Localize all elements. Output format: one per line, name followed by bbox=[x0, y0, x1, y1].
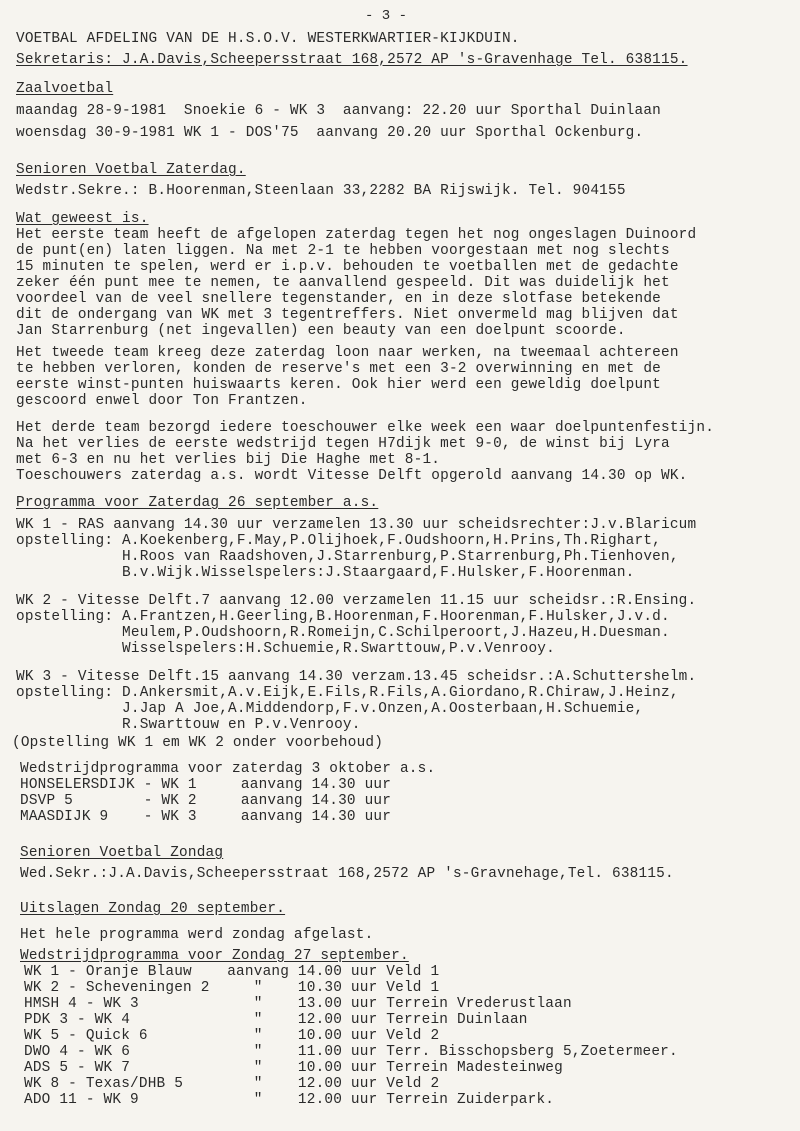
zondag-row: WK 8 - Texas/DHB 5 " 12.00 uur Veld 2 bbox=[24, 1076, 440, 1092]
report-line: dit de ondergang van WK met 3 tegentreffers. Niet onvermeld mag blijven dat bbox=[16, 307, 679, 323]
report-line: Het derde team bezorgd iedere toeschouwer elke week een waar doelpuntenfestijn. bbox=[16, 420, 715, 436]
wat-geweest-heading: Wat geweest is. bbox=[16, 211, 149, 227]
wk2-line: opstelling: A.Frantzen,H.Geerling,B.Hoorenman,F.Hoorenman,F.Hulsker,J.v.d. bbox=[16, 609, 670, 625]
report-line: Toeschouwers zaterdag a.s. wordt Vitesse Delft opgerold aanvang 14.30 op WK. bbox=[16, 468, 688, 484]
zaalvoetbal-line: maandag 28-9-1981 Snoekie 6 - WK 3 aanvang: 22.20 uur Sporthal Duinlaan bbox=[16, 103, 662, 119]
zondag-row: ADS 5 - WK 7 " 10.00 uur Terrein Madesteinweg bbox=[24, 1060, 563, 1076]
report-line: voordeel van de veel snellere tegenstander, en in deze slotfase betekende bbox=[16, 291, 662, 307]
voorbehoud-note: (Opstelling WK 1 em WK 2 onder voorbehoud) bbox=[12, 735, 384, 751]
zondag-row: WK 2 - Scheveningen 2 " 10.30 uur Veld 1 bbox=[24, 980, 440, 996]
report-line: eerste winst-punten huiswaarts keren. Ook hier werd een geweldig doelpunt bbox=[16, 377, 662, 393]
senioren-zondag-heading: Senioren Voetbal Zondag bbox=[20, 845, 224, 861]
oktober-row: DSVP 5 - WK 2 aanvang 14.30 uur bbox=[20, 793, 392, 809]
report-line: Het tweede team kreeg deze zaterdag loon naar werken, na tweemaal achtereen bbox=[16, 345, 679, 361]
zondag-row: HMSH 4 - WK 3 " 13.00 uur Terrein Vrederustlaan bbox=[24, 996, 572, 1012]
report-line: te hebben verloren, konden de reserve's met een 3-2 overwinning en met de bbox=[16, 361, 662, 377]
zondag-row: ADO 11 - WK 9 " 12.00 uur Terrein Zuiderpark. bbox=[24, 1092, 555, 1108]
report-line: de punt(en) laten liggen. Na met 2-1 te hebben voorgestaan met nog slechts bbox=[16, 243, 670, 259]
zondag-row: PDK 3 - WK 4 " 12.00 uur Terrein Duinlaan bbox=[24, 1012, 528, 1028]
wk1-line: WK 1 - RAS aanvang 14.30 uur verzamelen 13.30 uur scheidsrechter:J.v.Blaricum bbox=[16, 517, 697, 533]
zondag-row: DWO 4 - WK 6 " 11.00 uur Terr. Bisschopsberg 5,Zoetermeer. bbox=[24, 1044, 678, 1060]
report-line: zeker één punt mee te nemen, te aanvallend gespeeld. Dit was duidelijk het bbox=[16, 275, 670, 291]
wk2-line: WK 2 - Vitesse Delft.7 aanvang 12.00 verzamelen 11.15 uur scheidsr.:R.Ensing. bbox=[16, 593, 697, 609]
report-line: met 6-3 en nu het verlies bij Die Haghe met 8-1. bbox=[16, 452, 441, 468]
page-number: - 3 - bbox=[365, 8, 408, 24]
zondag-secretary: Wed.Sekr.:J.A.Davis,Scheepersstraat 168,2572 AP 's-Gravnehage,Tel. 638115. bbox=[20, 866, 674, 882]
zondag-row: WK 5 - Quick 6 " 10.00 uur Veld 2 bbox=[24, 1028, 440, 1044]
report-line: gescoord enwel door Ton Frantzen. bbox=[16, 393, 308, 409]
programma-zaterdag-heading: Programma voor Zaterdag 26 september a.s. bbox=[16, 495, 379, 511]
zondag-row: WK 1 - Oranje Blauw aanvang 14.00 uur Veld 1 bbox=[24, 964, 440, 980]
secretary-line: Sekretaris: J.A.Davis,Scheepersstraat 168,2572 AP 's-Gravenhage Tel. 638115. bbox=[16, 52, 688, 68]
wk3-line: opstelling: D.Ankersmit,A.v.Eijk,E.Fils,R.Fils,A.Giordano,R.Chiraw,J.Heinz, bbox=[16, 685, 679, 701]
oktober-row: HONSELERSDIJK - WK 1 aanvang 14.30 uur bbox=[20, 777, 392, 793]
report-line: Na het verlies de eerste wedstrijd tegen H7dijk met 9-0, de winst bij Lyra bbox=[16, 436, 670, 452]
report-line: Het eerste team heeft de afgelopen zaterdag tegen het nog ongeslagen Duinoord bbox=[16, 227, 697, 243]
zaalvoetbal-line: woensdag 30-9-1981 WK 1 - DOS'75 aanvang 20.20 uur Sporthal Ockenburg. bbox=[16, 125, 644, 141]
wk2-line: Meulem,P.Oudshoorn,R.Romeijn,C.Schilperoort,J.Hazeu,H.Duesman. bbox=[16, 625, 670, 641]
wk1-line: H.Roos van Raadshoven,J.Starrenburg,P.Starrenburg,Ph.Tienhoven, bbox=[16, 549, 679, 565]
wk2-line: Wisselspelers:H.Schuemie,R.Swarttouw,P.v.Venrooy. bbox=[16, 641, 555, 657]
wk3-line: R.Swarttouw en P.v.Venrooy. bbox=[16, 717, 361, 733]
wk1-line: B.v.Wijk.Wisselspelers:J.Staargaard,F.Hulsker,F.Hoorenman. bbox=[16, 565, 635, 581]
zondag-programma-heading: Wedstrijdprogramma voor Zondag 27 september. bbox=[20, 948, 409, 964]
zaterdag-secretary: Wedstr.Sekre.: B.Hoorenman,Steenlaan 33,2282 BA Rijswijk. Tel. 904155 bbox=[16, 183, 626, 199]
oktober-row: MAASDIJK 9 - WK 3 aanvang 14.30 uur bbox=[20, 809, 392, 825]
senioren-zaterdag-heading: Senioren Voetbal Zaterdag. bbox=[16, 162, 246, 178]
uitslagen-text: Het hele programma werd zondag afgelast. bbox=[20, 927, 374, 943]
uitslagen-heading: Uitslagen Zondag 20 september. bbox=[20, 901, 286, 917]
document-title: VOETBAL AFDELING VAN DE H.S.O.V. WESTERKWARTIER-KIJKDUIN. bbox=[16, 31, 520, 47]
report-line: Jan Starrenburg (net ingevallen) een beauty van een doelpunt scoorde. bbox=[16, 323, 626, 339]
report-line: 15 minuten te spelen, werd er i.p.v. behouden te voetballen met de gedachte bbox=[16, 259, 679, 275]
wk3-line: J.Jap A Joe,A.Middendorp,F.v.Onzen,A.Oosterbaan,H.Schuemie, bbox=[16, 701, 644, 717]
zaalvoetbal-heading: Zaalvoetbal bbox=[16, 81, 114, 97]
wk1-line: opstelling: A.Koekenberg,F.May,P.Olijhoek,F.Oudshoorn,H.Prins,Th.Righart, bbox=[16, 533, 662, 549]
wk3-line: WK 3 - Vitesse Delft.15 aanvang 14.30 verzam.13.45 scheidsr.:A.Schuttershelm. bbox=[16, 669, 697, 685]
oktober-heading: Wedstrijdprogramma voor zaterdag 3 oktober a.s. bbox=[20, 761, 436, 777]
